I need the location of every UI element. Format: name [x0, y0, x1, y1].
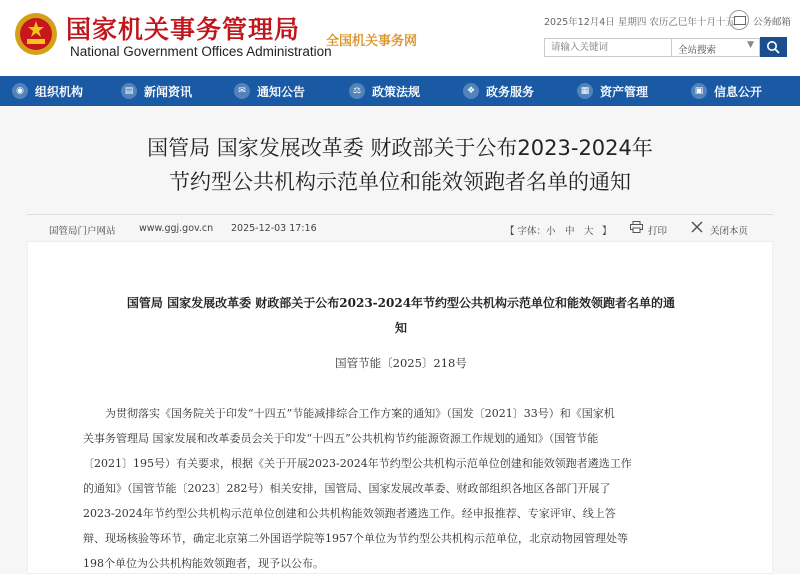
font-small-button[interactable]: 小	[546, 226, 556, 237]
print-icon[interactable]	[630, 221, 643, 236]
article-datetime: 2025-12-03 17:16	[231, 223, 317, 234]
article-title-line2: 节约型公共机构示范单位和能效领跑者名单的通知	[169, 170, 631, 194]
document-number: 国管节能〔2025〕218号	[335, 356, 467, 370]
article-header	[0, 106, 800, 214]
close-page-button[interactable]: 关闭本页	[710, 226, 749, 237]
nav-label: 信息公开	[714, 84, 763, 99]
nav-item-news[interactable]	[121, 76, 192, 106]
network-name-link[interactable]: 全国机关事务网	[326, 34, 418, 49]
article-title: 国管局 国家发展改革委 财政部关于公布2023-2024年	[147, 136, 653, 160]
content-title: 国管局 国家发展改革委 财政部关于公布2023-2024年节约型公共机构示范单位和能效领跑者名单的通	[126, 296, 676, 310]
nav-label: 政务服务	[486, 84, 535, 99]
nav-label: 通知公告	[257, 84, 306, 99]
mail-icon[interactable]	[729, 10, 749, 30]
nav-item-service[interactable]	[463, 76, 534, 106]
main-nav	[0, 76, 800, 106]
body-line: 为贯彻落实《国务院关于印发“十四五”节能减排综合工作方案的通知》（国发〔2021〕33号）和《国家机	[83, 407, 615, 420]
search-icon	[766, 40, 780, 54]
article-source: 国管局门户网站	[49, 226, 116, 237]
article-meta-bar	[27, 214, 773, 241]
nav-item-policy[interactable]	[349, 76, 420, 106]
nav-label: 政策法规	[372, 84, 421, 99]
nav-label: 组织机构	[35, 84, 84, 99]
site-title[interactable]: 国家机关事务管理局	[66, 15, 301, 44]
national-emblem-icon[interactable]	[14, 10, 58, 58]
nav-item-asset[interactable]	[577, 76, 648, 106]
body-line: 〔2021〕195号）有关要求，根据《关于开展2023-2024年节约型公共机构示范单位创建和能效领跑者遴选工作	[83, 457, 632, 470]
body-line: 198个单位为公共机构能效领跑者，现予以公布。	[83, 557, 324, 570]
font-size-close: 】	[602, 226, 612, 237]
search-scope-select[interactable]	[672, 38, 760, 57]
content-title-line2: 知	[394, 321, 407, 335]
mail-link[interactable]: 公务邮箱	[753, 17, 792, 28]
date-display: 2025年12月4日 星期四 农历乙巳年十月十五	[544, 17, 735, 28]
service-icon: ❖	[463, 83, 479, 99]
asset-icon: ▦	[577, 83, 593, 99]
policy-icon: ⚖	[349, 83, 365, 99]
nav-item-notice[interactable]	[234, 76, 305, 106]
search-scope-label: 全站搜索	[678, 45, 717, 56]
body-line: 关事务管理局 国家发展和改革委员会关于印发“十四五”公共机构节约能源资源工作规划的通知》（国管节能	[83, 432, 599, 445]
nav-item-info[interactable]	[691, 76, 762, 106]
search-bar	[544, 38, 760, 57]
site-subtitle-en: National Government Offices Administration	[70, 44, 332, 59]
font-size-label: 【 字体：	[505, 226, 547, 237]
chevron-down-icon: ▼	[747, 40, 754, 50]
font-medium-button[interactable]: 中	[565, 226, 575, 237]
org-icon: ◉	[12, 83, 28, 99]
body-line: 的通知》（国管节能〔2023〕282号）相关安排，国管局、国家发展改革委、财政部组织各地区各部门开展了	[83, 482, 611, 495]
nav-label: 资产管理	[600, 84, 649, 99]
close-icon[interactable]	[691, 221, 703, 236]
body-line: 辩、现场核验等环节，确定北京第二外国语学院等1957个单位为节约型公共机构示范单位，北京动物园管理处等	[83, 532, 628, 545]
search-input[interactable]	[544, 38, 672, 57]
body-line: 2023-2024年节约型公共机构示范单位创建和公共机构能效领跑者遴选工作。经申报推荐、专家评审、线上答	[83, 507, 616, 520]
news-icon: ▤	[121, 83, 137, 99]
site-header	[0, 0, 800, 76]
info-icon: ▣	[691, 83, 707, 99]
notice-icon: ✉	[234, 83, 250, 99]
nav-label: 新闻资讯	[144, 84, 193, 99]
font-large-button[interactable]: 大	[584, 226, 594, 237]
article-body	[27, 241, 773, 574]
print-button[interactable]: 打印	[648, 226, 668, 237]
search-button[interactable]	[760, 37, 787, 57]
article-site[interactable]: www.ggj.gov.cn	[139, 223, 214, 234]
nav-item-org[interactable]	[12, 76, 83, 106]
